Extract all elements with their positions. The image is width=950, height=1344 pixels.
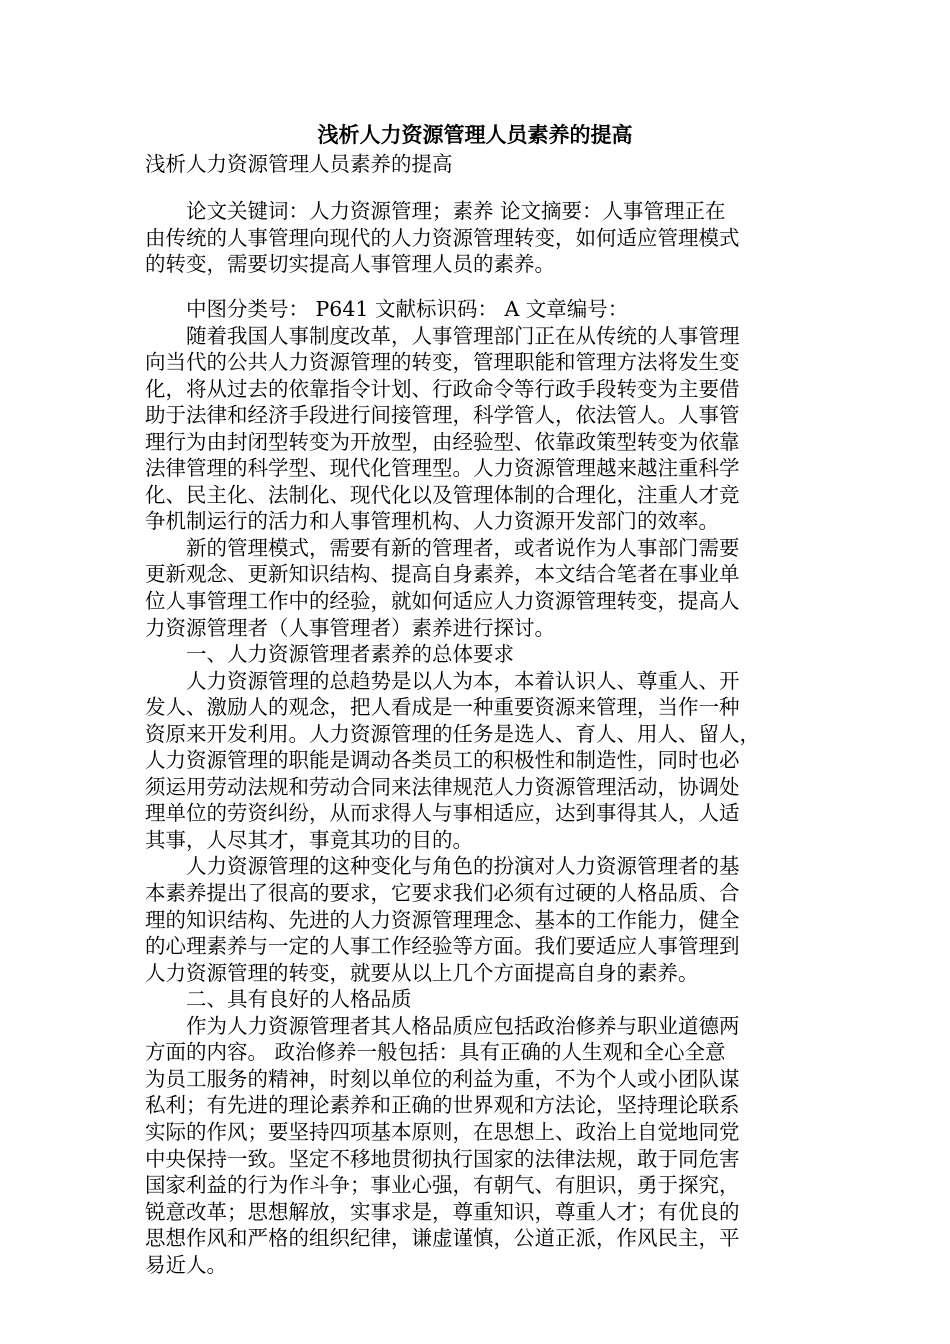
text-line: 须运用劳动法规和劳动合同来法律规范人力资源管理活动，协调处: [145, 774, 740, 799]
abstract-block: [145, 198, 805, 278]
text-line: 本素养提出了很高的要求，它要求我们必须有过硬的人格品质、合: [145, 881, 740, 906]
text-line: 新的管理模式，需要有新的管理者，或者说作为人事部门需要: [145, 535, 740, 560]
text-line: 发人、激励人的观念，把人看成是一种重要资源来管理，当作一种: [145, 695, 740, 720]
text-line: 中央保持一致。坚定不移地贯彻执行国家的法律法规，敢于同危害: [145, 1146, 740, 1171]
text-line: 中图分类号： P641 文献标识码： A 文章编号：: [145, 297, 629, 321]
text-line: 方面的内容。 政治修养一般包括：具有正确的人生观和全心全意: [145, 1040, 726, 1065]
text-line: 的转变，需要切实提高人事管理人员的素养。: [145, 252, 555, 277]
text-line: 法律管理的科学型、现代化管理型。人力资源管理越来越注重科学: [145, 456, 740, 481]
text-line: 更新观念、更新知识结构、提高自身素养，本文结合笔者在事业单: [145, 562, 740, 587]
text-line: 向当代的公共人力资源管理的转变，管理职能和管理方法将发生变: [145, 350, 740, 375]
text-line: 易近人。: [145, 1252, 227, 1277]
text-line: 助于法律和经济手段进行间接管理，科学管人，依法管人。人事管: [145, 403, 740, 428]
text-line: 由传统的人事管理向现代的人力资源管理转变，如何适应管理模式: [145, 225, 740, 250]
text-line: 国家利益的行为作斗争；事业心强，有朝气、有胆识，勇于探究，: [145, 1173, 740, 1198]
text-line: 私利；有先进的理论素养和正确的世界观和方法论，坚持理论联系: [145, 1093, 740, 1118]
text-line: 随着我国人事制度改革，人事管理部门正在从传统的人事管理: [145, 323, 740, 348]
text-line: 位人事管理工作中的经验，就如何适应人力资源管理转变，提高人: [145, 589, 740, 614]
text-line: 化、民主化、法制化、现代化以及管理体制的合理化，注重人才竞: [145, 482, 740, 507]
text-line: 理的知识结构、先进的人力资源管理理念、基本的工作能力，健全: [145, 907, 740, 932]
text-line: 理行为由封闭型转变为开放型，由经验型、依靠政策型转变为依靠: [145, 429, 740, 454]
text-line: 理单位的劳资纠纷，从而求得人与事相适应，达到事得其人，人适: [145, 801, 740, 826]
document-subtitle: 浅析人力资源管理人员素养的提高: [145, 152, 453, 176]
text-line: 人力资源管理的总趋势是以人为本，本着认识人、尊重人、开: [145, 668, 740, 693]
text-line: 化，将从过去的依靠指令计划、行政命令等行政手段转变为主要借: [145, 376, 740, 401]
text-line: 作为人力资源管理者其人格品质应包括政治修养与职业道德两: [145, 1013, 740, 1038]
text-line: 其事，人尽其才，事竟其功的目的。: [145, 827, 473, 852]
text-line: 一、人力资源管理者素养的总体要求: [145, 642, 514, 667]
text-line: 二、具有良好的人格品质: [145, 987, 412, 1012]
text-line: 的心理素养与一定的人事工作经验等方面。我们要适应人事管理到: [145, 934, 740, 959]
text-line: 锐意改革；思想解放，实事求是，尊重知识，尊重人才；有优良的: [145, 1199, 740, 1224]
text-line: 争机制运行的活力和人事管理机构、人力资源开发部门的效率。: [145, 509, 719, 534]
text-line: 思想作风和严格的组织纪律，谦虚谨慎，公道正派，作风民主，平: [145, 1226, 740, 1251]
text-line: 人力资源管理的职能是调动各类员工的积极性和制造性，同时也必: [145, 748, 740, 773]
text-line: 人力资源管理的这种变化与角色的扮演对人力资源管理者的基: [145, 854, 740, 879]
text-line: 力资源管理者（人事管理者）素养进行探讨。: [145, 615, 555, 640]
text-line: 资原来开发利用。人力资源管理的任务是选人、育人、用人、留人，: [145, 721, 760, 746]
text-line: 人力资源管理的转变，就要从以上几个方面提高自身的素养。: [145, 960, 699, 985]
text-line: 实际的作风；要坚持四项基本原则，在思想上、政治上自觉地同党: [145, 1119, 740, 1144]
document-title: 浅析人力资源管理人员素养的提高: [317, 122, 633, 147]
text-line: 为员工服务的精神，时刻以单位的利益为重，不为个人或小团队谋: [145, 1066, 740, 1091]
body-text-block: [145, 296, 805, 1278]
text-line: 论文关键词：人力资源管理；素养 论文摘要：人事管理正在: [145, 199, 726, 223]
